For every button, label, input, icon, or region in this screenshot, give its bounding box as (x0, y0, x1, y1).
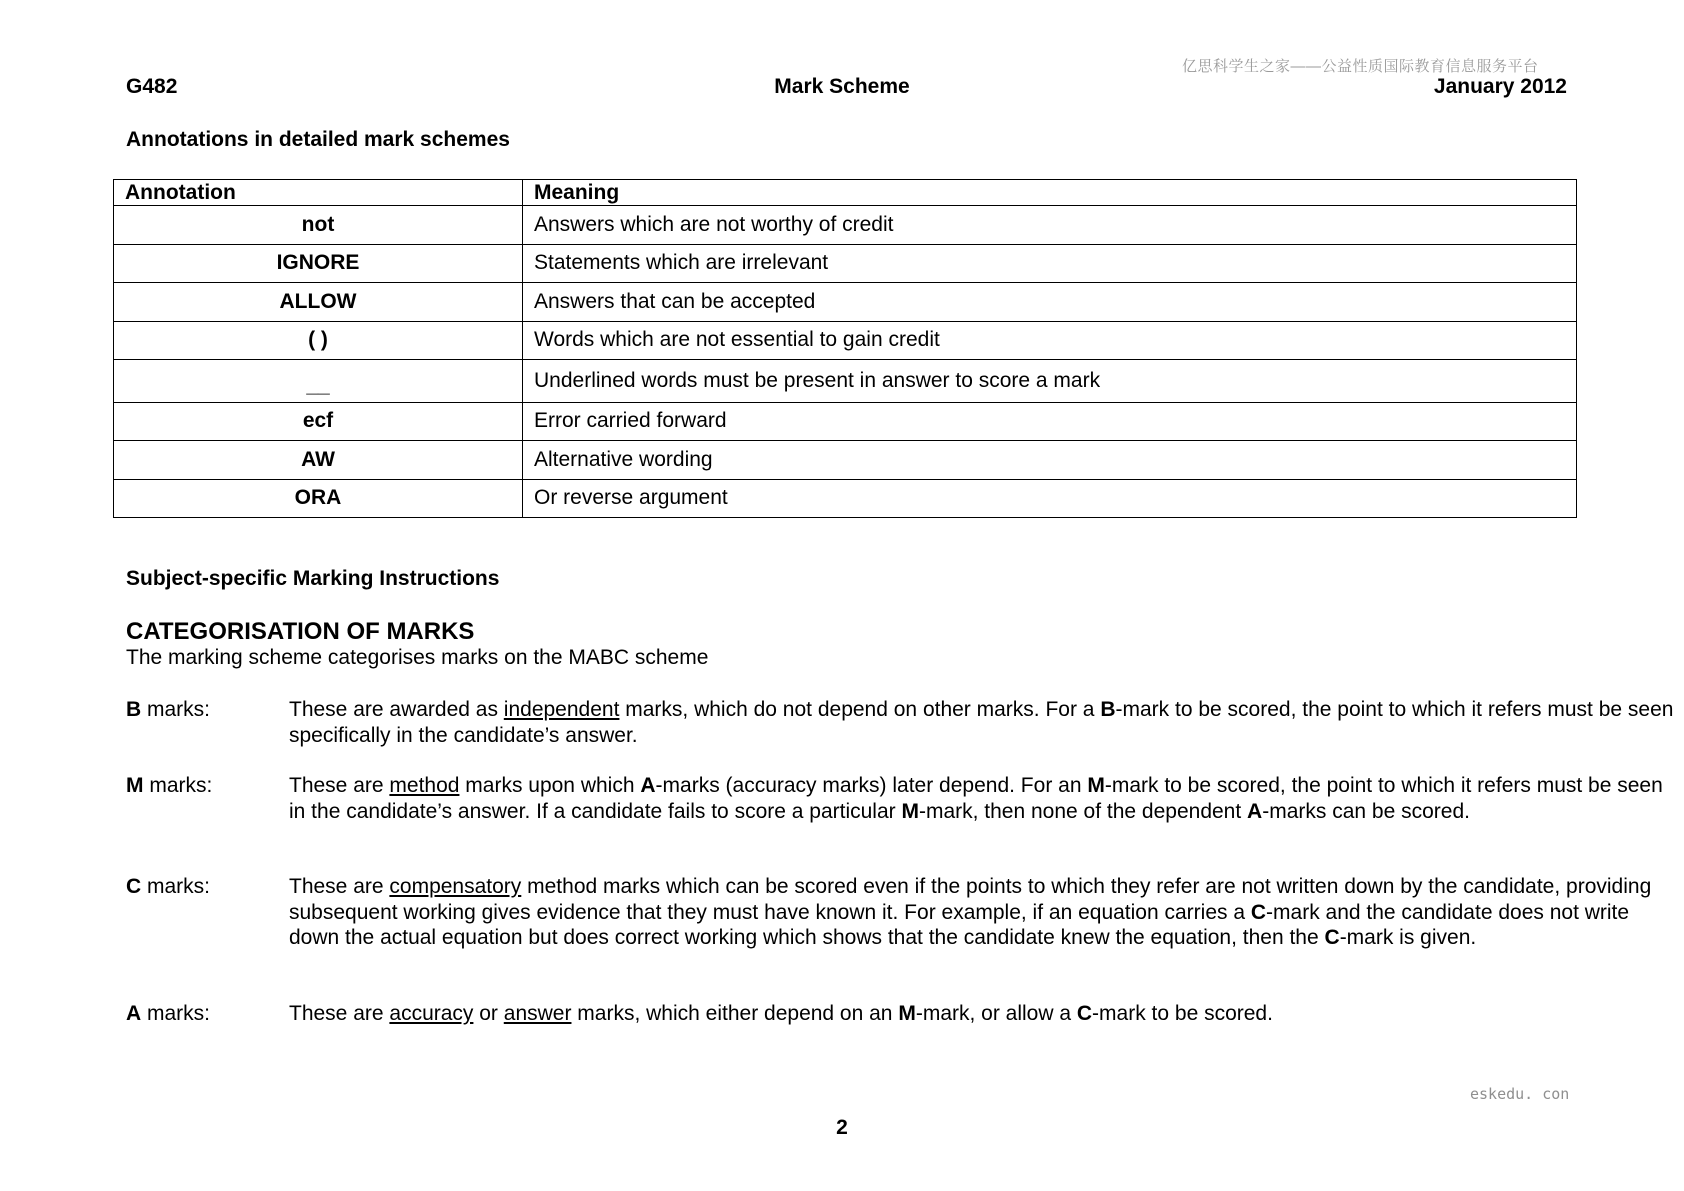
mark-letter: C (126, 875, 142, 898)
text-run: marks upon which (459, 774, 641, 797)
annotations-table (113, 179, 1577, 518)
meaning-cell: Underlined words must be present in answer to score a mark (523, 360, 1577, 403)
table-row (114, 441, 1577, 480)
text-run: -mark, then none of the dependent (918, 799, 1248, 823)
bold-run: A (640, 774, 656, 797)
text-run: These are (289, 774, 390, 797)
categorisation-title: CATEGORISATION OF MARKS (126, 618, 475, 645)
bold-run: C (1250, 900, 1267, 924)
mark-label (126, 1001, 286, 1027)
mark-label (126, 773, 286, 799)
header-title: Mark Scheme (774, 75, 910, 98)
mark-suffix: marks: (141, 875, 211, 898)
column-header-annotation: Annotation (114, 180, 523, 206)
bold-run: C (1324, 926, 1340, 949)
meaning-cell: Or reverse argument (523, 479, 1577, 518)
underlined-run: accuracy (389, 1002, 474, 1025)
mark-suffix: marks: (141, 1002, 211, 1025)
underlined-run: answer (503, 1002, 572, 1025)
mark-letter: B (126, 698, 142, 721)
mark-label (126, 697, 286, 723)
mark-description (289, 697, 1684, 748)
table-row (114, 283, 1577, 322)
text-run: -mark to be scored, the point to which it refers must be seen specifically in the candidate’s answer. (289, 698, 1674, 747)
mark-description (289, 1001, 1684, 1027)
table-row (114, 206, 1577, 245)
meaning-cell: Answers that can be accepted (523, 283, 1577, 322)
mark-description (289, 874, 1684, 951)
underlined-run: method (389, 774, 460, 797)
header-code: G482 (126, 75, 178, 98)
annotation-cell: not (114, 206, 523, 245)
annotation-cell: ORA (114, 479, 523, 518)
underlined-run: independent (503, 698, 620, 721)
text-run: These are awarded as (289, 698, 504, 721)
table-row (114, 360, 1577, 403)
mark-label (126, 874, 286, 900)
text-run: marks, which do not depend on other marks. For a (619, 698, 1101, 721)
table-row (114, 244, 1577, 283)
annotation-cell: IGNORE (114, 244, 523, 283)
meaning-cell: Error carried forward (523, 402, 1577, 441)
text-run: -marks (accuracy marks) later depend. For an (655, 774, 1088, 797)
table-row (114, 479, 1577, 518)
mark-suffix: marks: (143, 774, 213, 797)
mark-suffix: marks: (141, 698, 211, 721)
bold-run: M (898, 1002, 916, 1025)
meaning-cell: Answers which are not worthy of credit (523, 206, 1577, 245)
text-run: -mark and the candidate does not write down the actual equation but does correct working which shows that the candidate knew the equation, then the (289, 900, 1630, 949)
annotation-cell: ecf (114, 402, 523, 441)
subject-section-title: Subject-specific Marking Instructions (126, 567, 500, 590)
annotation-cell: __ (114, 360, 523, 403)
text-run: These are (289, 875, 390, 898)
text-run: -mark to be scored. (1092, 1002, 1273, 1025)
text-run: marks, which either depend on an (571, 1002, 899, 1025)
annotation-cell: AW (114, 441, 523, 480)
bold-run: M (1087, 774, 1105, 797)
table-row (114, 321, 1577, 360)
header-date: January 2012 (1433, 75, 1567, 98)
mark-letter: A (126, 1002, 142, 1025)
mark-letter: M (126, 774, 144, 797)
annotation-cell: ( ) (114, 321, 523, 360)
table-row (114, 402, 1577, 441)
text-run: or (473, 1002, 504, 1025)
watermark-top: 亿思科学生之家——公益性质国际教育信息服务平台 (1182, 58, 1539, 75)
meaning-cell: Statements which are irrelevant (523, 244, 1577, 283)
bold-run: C (1076, 1002, 1093, 1025)
text-run: These are (289, 1002, 390, 1025)
page-number: 2 (836, 1116, 848, 1139)
bold-run: M (901, 799, 919, 823)
underlined-run: compensatory (389, 875, 522, 898)
table-header-row (114, 180, 1577, 206)
bold-run: A (1247, 799, 1263, 823)
categorisation-subtitle: The marking scheme categorises marks on the MABC scheme (126, 646, 709, 669)
text-run: -mark, or allow a (915, 1002, 1077, 1025)
text-run: method marks which can be scored even if the points to which they refer are not written down by the candidate, providing subsequent working gives evidence that they must have known it. For example, if an equation carries a (289, 875, 1652, 924)
text-run: -mark to be scored, the point to which it refers must be seen in the candidate’s answer. If a candidate fails to score a particular (289, 774, 1663, 823)
meaning-cell: Words which are not essential to gain credit (523, 321, 1577, 360)
annotations-section-title: Annotations in detailed mark schemes (126, 128, 510, 151)
watermark-bottom: eskedu. con (1470, 1085, 1570, 1103)
bold-run: B (1100, 698, 1116, 721)
annotation-cell: ALLOW (114, 283, 523, 322)
text-run: -marks can be scored. (1262, 799, 1470, 823)
text-run: -mark is given. (1339, 926, 1477, 949)
mark-description (289, 773, 1684, 824)
meaning-cell: Alternative wording (523, 441, 1577, 480)
column-header-meaning: Meaning (523, 180, 1577, 206)
